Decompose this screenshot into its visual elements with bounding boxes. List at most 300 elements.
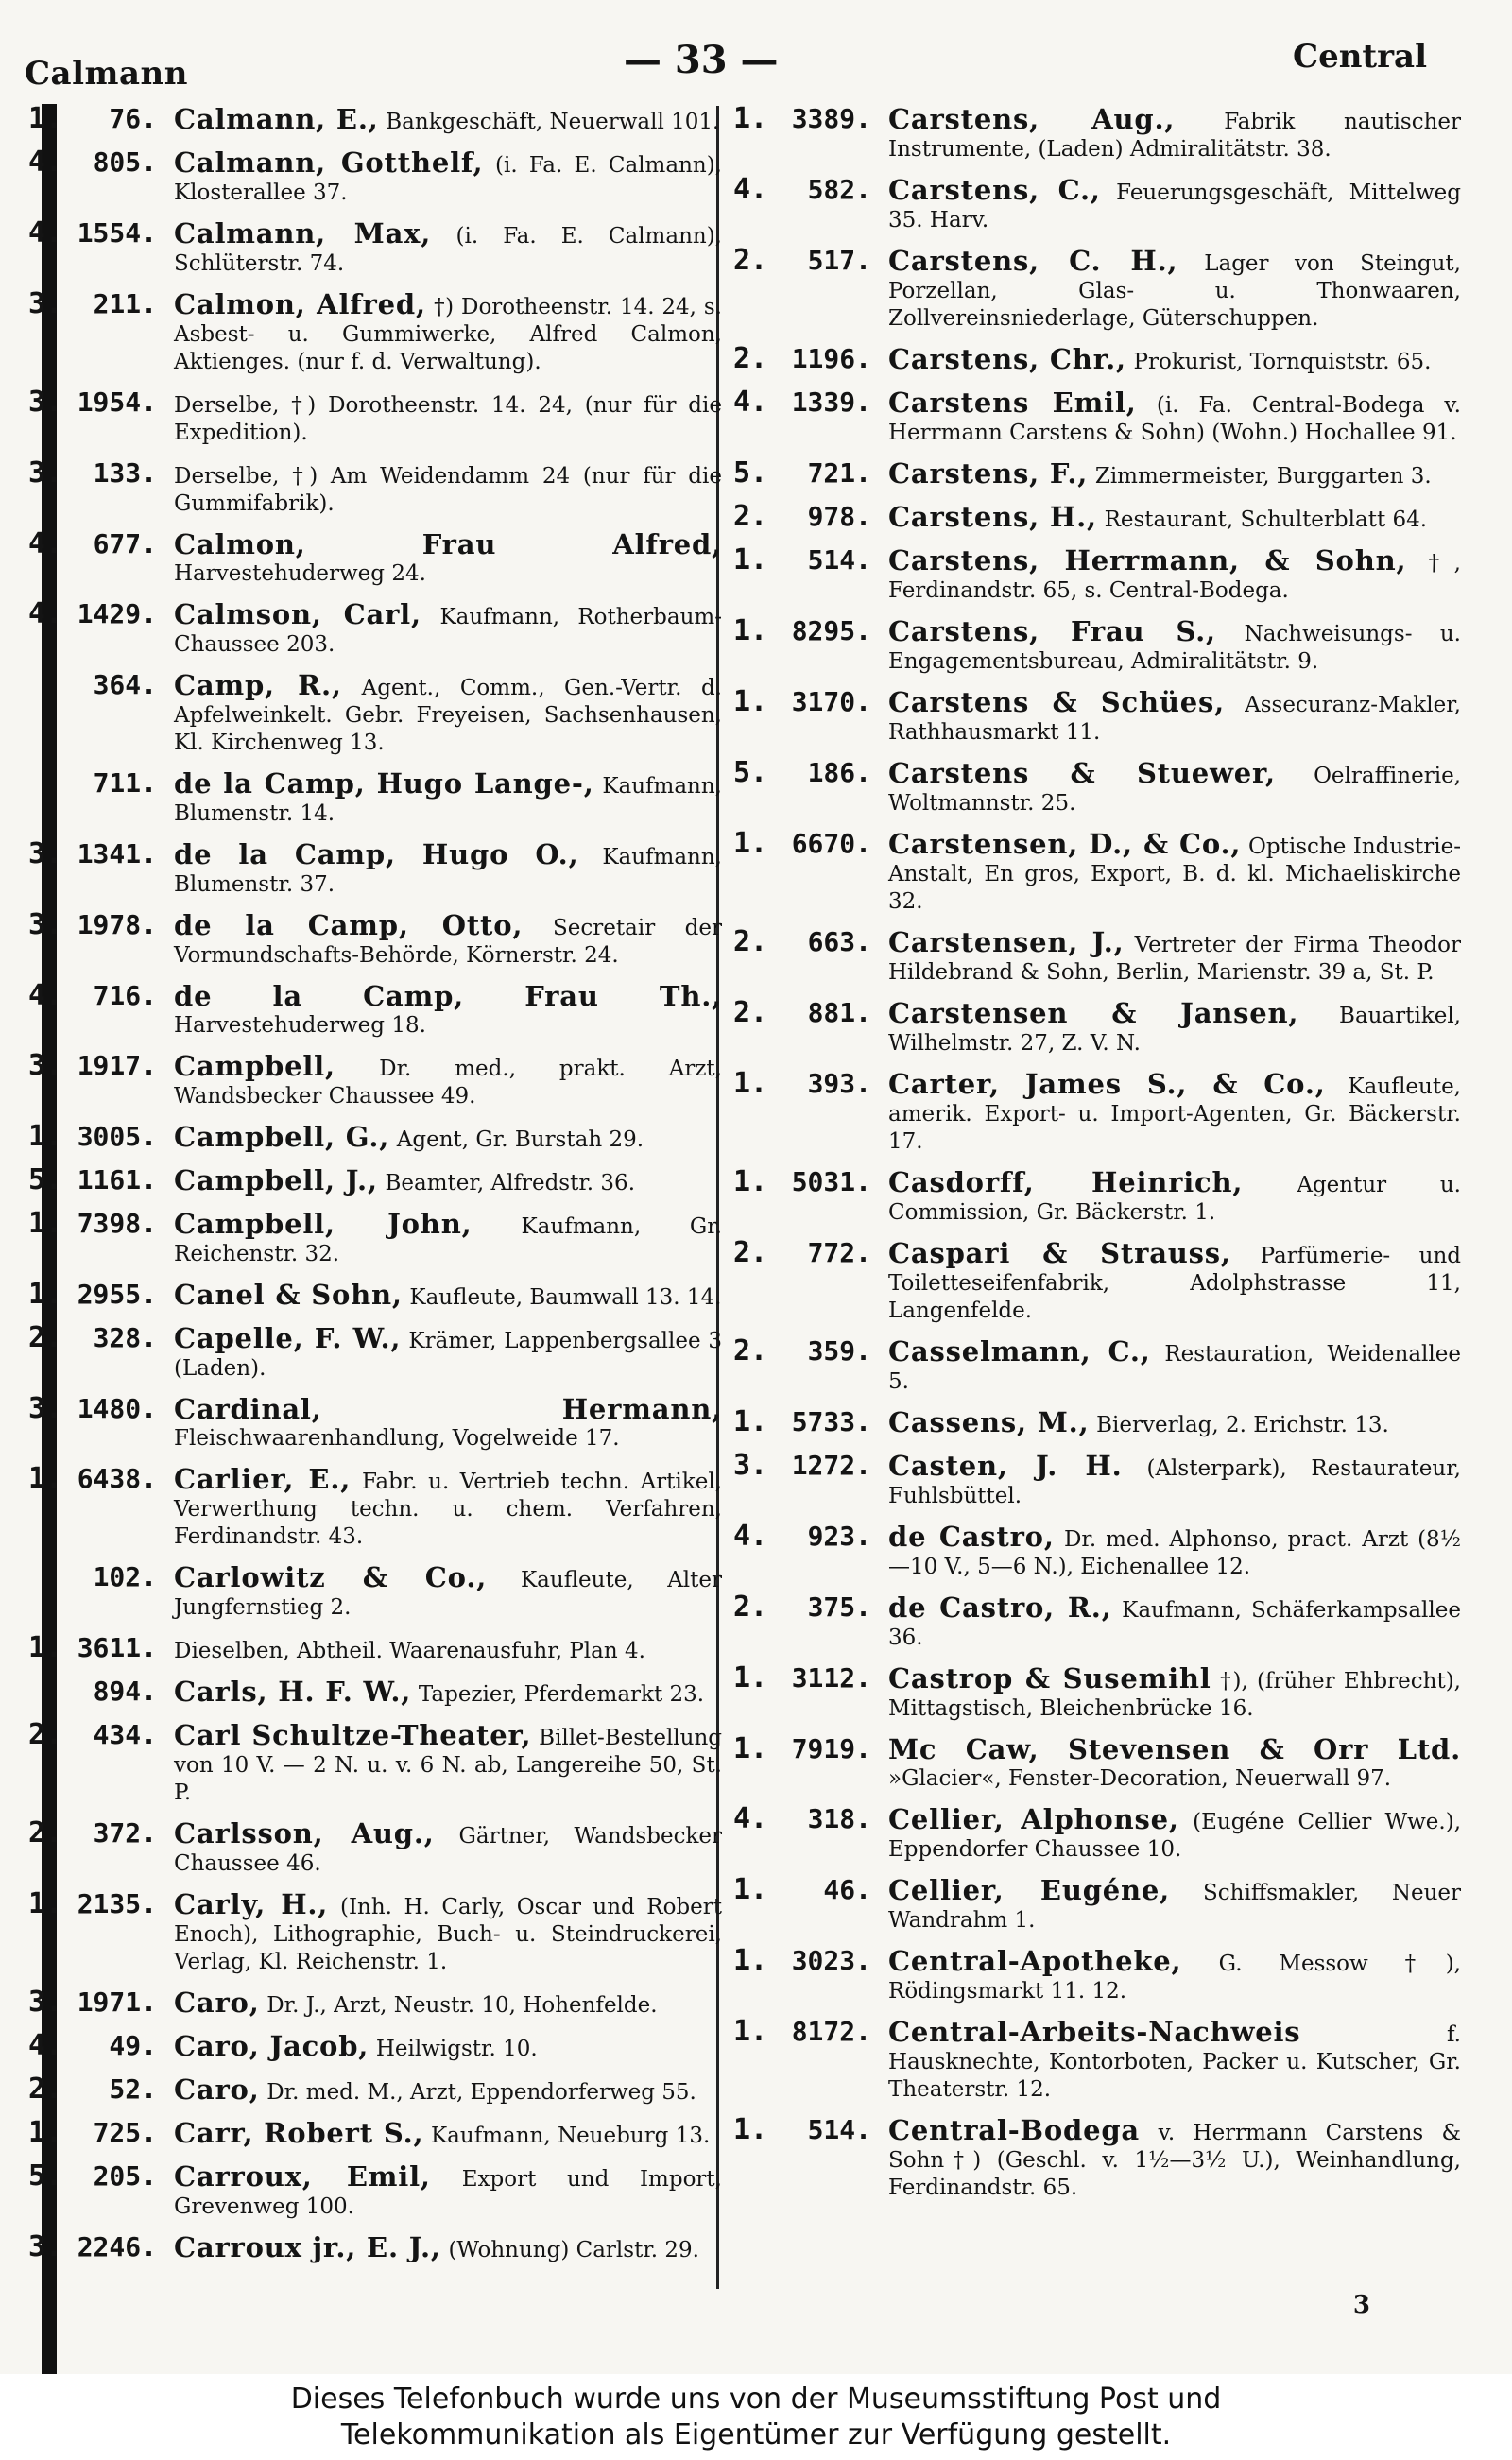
directory-entry: [28, 287, 722, 375]
phone-number: 49.: [109, 2030, 157, 2061]
directory-entry: [28, 2159, 722, 2220]
entry-body: [888, 1662, 1461, 1722]
phone-number: 582.: [807, 174, 871, 205]
subscriber-name: Central-Apotheke,: [888, 1945, 1182, 1977]
subscriber-name: Carlsson, Aug.,: [174, 1817, 435, 1849]
directory-entry: [28, 2073, 722, 2106]
exchange-zone: 5.: [28, 2159, 63, 2193]
phone-number: 716.: [93, 980, 157, 1011]
exchange-zone: 1.: [733, 685, 768, 718]
phone-number: 514.: [807, 2114, 871, 2145]
directory-entry: [733, 996, 1461, 1057]
subscriber-name: Calmann, E.,: [174, 103, 379, 135]
exchange-zone: 1.: [733, 2113, 768, 2146]
subscriber-details: Dr. med. Alphonso, pract. Arzt (8½—10 V., 5—6 N.), Eichenallee 12.: [888, 1527, 1461, 1579]
subscriber-details: Kaufmann, Blumenstr. 37.: [174, 845, 722, 897]
exchange-zone: 2.: [733, 244, 768, 277]
entry-body: [174, 217, 722, 277]
subscriber-name: Carr, Robert S.,: [174, 2117, 424, 2149]
subscriber-name: Carlowitz & Co.,: [174, 1561, 488, 1593]
exchange-zone: 3.: [733, 1449, 768, 1482]
exchange-zone: 2.: [28, 1816, 63, 1849]
directory-entry: [733, 1873, 1461, 1934]
entry-body: [174, 1393, 722, 1452]
directory-entry: [28, 1678, 722, 1708]
directory-entry: [733, 2015, 1461, 2103]
subscriber-details: Harvestehuderweg 24.: [174, 561, 426, 586]
phone-number: 393.: [807, 1068, 871, 1099]
entry-body: [174, 389, 722, 446]
phone-number: 3023.: [791, 1945, 871, 1976]
entry-body: [174, 2073, 722, 2106]
subscriber-name: Carl Schultze-Theater,: [174, 1719, 532, 1751]
exchange-zone: 1.: [733, 827, 768, 860]
exchange-zone: 4.: [28, 597, 63, 630]
directory-entry: [733, 102, 1461, 163]
phone-number: 5733.: [791, 1406, 871, 1437]
directory-entry: [28, 216, 722, 277]
subscriber-name: Casten, J. H.: [888, 1450, 1123, 1482]
phone-number: 923.: [807, 1521, 871, 1552]
directory-entry: [733, 1449, 1461, 1509]
subscriber-name: Carstens, Chr.,: [888, 343, 1126, 375]
subscriber-name: Campbell, John,: [174, 1208, 472, 1240]
exchange-zone: 4.: [28, 146, 63, 179]
subscriber-name: Carstens, Aug.,: [888, 103, 1176, 135]
entry-body: [174, 1463, 722, 1550]
subscriber-name: Carstens, Frau S.,: [888, 615, 1216, 647]
exchange-zone: 1.: [28, 1278, 63, 1311]
directory-entry: [28, 527, 722, 587]
subscriber-name: Carstensen, D., & Co.,: [888, 828, 1242, 860]
directory-entry: [28, 767, 722, 827]
directory-entry: [28, 1321, 722, 1382]
exchange-zone: 3.: [28, 1049, 63, 1082]
phone-number: 359.: [807, 1335, 871, 1367]
subscriber-details: Billet-Bestellung von 10 V. — 2 N. u. v. 6 N. ab, Langereihe 50, St. P.: [174, 1726, 722, 1805]
subscriber-details: Kaufmann, Gr. Reichenstr. 32.: [174, 1214, 722, 1266]
entry-body: [174, 2231, 722, 2263]
directory-entry: [733, 1944, 1461, 2004]
phone-number: 6670.: [791, 828, 871, 859]
subscriber-name: Caro,: [174, 1987, 260, 2019]
phone-number: 1554.: [77, 217, 157, 249]
subscriber-details: †) Dorotheenstr. 14. 24, s. Asbest- u. Gummiwerke, Alfred Calmon, Aktienges. (nur f. d. Verwaltung).: [174, 295, 722, 374]
phone-number: 894.: [93, 1676, 157, 1707]
subscriber-name: de la Camp, Hugo O.,: [174, 838, 579, 870]
entry-body: [888, 997, 1461, 1057]
exchange-zone: 4.: [733, 1520, 768, 1553]
directory-entry: [28, 1049, 722, 1110]
phone-number: 1429.: [77, 598, 157, 629]
entry-body: [174, 669, 722, 756]
subscriber-name: Campbell,: [174, 1050, 335, 1082]
subscriber-name: Campbell, J.,: [174, 1164, 378, 1196]
subscriber-details: (i. Fa. E. Calmann), Schlüterstr. 74.: [174, 224, 722, 276]
subscriber-name: Cellier, Alphonse,: [888, 1803, 1179, 1835]
subscriber-details: (Wohnung) Carlstr. 29.: [448, 2238, 699, 2262]
phone-number: 76.: [109, 103, 157, 134]
exchange-zone: 1.: [28, 2116, 63, 2149]
phone-number: 2955.: [77, 1279, 157, 1310]
subscriber-name: Canel & Sohn,: [174, 1279, 403, 1311]
entry-body: [174, 767, 722, 827]
subscriber-details: Fleischwaarenhandlung, Vogelweide 17.: [174, 1426, 620, 1451]
subscriber-name: Cellier, Eugéne,: [888, 1874, 1171, 1906]
phone-number: 1161.: [77, 1164, 157, 1196]
phone-number: 7398.: [77, 1208, 157, 1239]
subscriber-name: Calmson, Carl,: [174, 598, 421, 630]
subscriber-details: Dr. med., prakt. Arzt, Wandsbecker Chaussee 49.: [174, 1057, 722, 1109]
phone-number: 3611.: [77, 1632, 157, 1663]
subscriber-details: Kaufmann, Neueburg 13.: [431, 2124, 711, 2148]
subscriber-details: Restauration, Weidenallee 5.: [888, 1342, 1461, 1394]
directory-entry: [733, 2113, 1461, 2201]
subscriber-name: de la Camp, Frau Th.,: [174, 980, 722, 1012]
entry-body: [174, 838, 722, 898]
header-left-keyword: Calmann: [25, 55, 188, 93]
directory-entry: [28, 1163, 722, 1196]
exchange-zone: 1.: [733, 102, 768, 135]
phone-number: 211.: [93, 288, 157, 319]
entry-body: [174, 2030, 722, 2062]
exchange-zone: 4.: [733, 1802, 768, 1835]
subscriber-name: Camp, R.,: [174, 669, 342, 701]
directory-entry: [28, 1561, 723, 1621]
exchange-zone: 1.: [28, 102, 63, 135]
subscriber-details: Heilwigstr. 10.: [375, 2037, 538, 2061]
directory-entry: [733, 827, 1461, 915]
directory-entry: [28, 146, 722, 206]
exchange-zone: 1.: [733, 1661, 768, 1694]
exchange-zone: 3.: [28, 1392, 63, 1425]
phone-number: 2246.: [77, 2231, 157, 2262]
subscriber-details: Optische Industrie-Anstalt, En gros, Export, B. d. kl. Michaeliskirche 32.: [888, 834, 1461, 914]
directory-entry: [733, 1165, 1461, 1226]
entry-body: [174, 909, 722, 969]
subscriber-details: Vertreter der Firma Theodor Hildebrand & Sohn, Berlin, Marienstr. 39 a, St. P.: [888, 933, 1461, 985]
phone-number: 46.: [823, 1874, 871, 1905]
entry-body: [888, 174, 1462, 233]
directory-entry: [28, 908, 722, 969]
exchange-zone: 1.: [733, 543, 768, 576]
entry-body: [174, 288, 722, 375]
exchange-zone: 5.: [733, 456, 768, 490]
directory-entry: [733, 244, 1461, 332]
entry-body: [888, 501, 1461, 533]
phone-number: 3170.: [791, 686, 871, 717]
subscriber-details: Oelraffinerie, Woltmannstr. 25.: [888, 764, 1461, 816]
subscriber-details: Prokurist, Tornquiststr. 65.: [1133, 350, 1432, 374]
subscriber-name: de la Camp, Otto,: [174, 909, 524, 941]
phone-number: 3005.: [77, 1121, 157, 1152]
subscriber-name: Calmann, Max,: [174, 217, 432, 249]
exchange-zone: 1.: [733, 2015, 768, 2048]
phone-number: 186.: [807, 757, 871, 788]
exchange-zone: 2.: [733, 1236, 768, 1269]
exchange-zone: 1.: [28, 1462, 63, 1495]
exchange-zone: 4.: [28, 2029, 63, 2062]
phone-number: 6438.: [77, 1463, 157, 1494]
directory-entry: [28, 456, 722, 517]
subscriber-details: Kaufmann, Schäferkampsallee 36.: [888, 1598, 1461, 1650]
subscriber-details: Kaufmann, Rotherbaum-Chaussee 203.: [174, 605, 722, 657]
directory-entry: [733, 1661, 1461, 1722]
phone-number: 978.: [807, 501, 871, 532]
subscriber-details: Bierverlag, 2. Erichstr. 13.: [1096, 1413, 1389, 1437]
directory-entry: [733, 685, 1461, 746]
subscriber-name: de la Camp, Hugo Lange-,: [174, 767, 594, 800]
phone-number: 1341.: [77, 838, 157, 869]
subscriber-name: Calmon, Frau Alfred,: [174, 528, 722, 560]
entry-body: [174, 1635, 722, 1664]
directory-entry: [733, 456, 1461, 490]
directory-entry: [28, 837, 722, 898]
entry-body: [174, 1888, 722, 1975]
entry-body: [888, 828, 1461, 915]
directory-entry: [733, 173, 1462, 233]
subscriber-details: Kaufmann, Blumenstr. 14.: [174, 774, 722, 826]
entry-body: [174, 1322, 722, 1382]
exchange-zone: 1.: [28, 1631, 63, 1664]
phone-number: 318.: [807, 1803, 871, 1834]
subscriber-details: Dr. med. M., Arzt, Eppendorferweg 55.: [266, 2080, 696, 2105]
entry-body: [174, 1208, 722, 1267]
subscriber-name: Carstens & Stuewer,: [888, 757, 1276, 789]
subscriber-details: (Inh. H. Carly, Oscar und Robert Enoch), Lithographie, Buch- u. Steindruckerei, Verlag, Kl. Reichenstr. 1.: [174, 1895, 722, 1974]
directory-entry: [28, 2029, 722, 2062]
left-column: [28, 102, 723, 2278]
directory-entry: [28, 1816, 722, 1877]
exchange-zone: 2.: [733, 925, 768, 958]
subscriber-details: Secretair der Vormundschafts-Behörde, Körnerstr. 24.: [174, 916, 722, 968]
header-right-keyword: Central: [1293, 38, 1427, 76]
directory-entry: [28, 1718, 722, 1806]
footer-line-1: Dieses Telefonbuch wurde uns von der Museumsstiftung Post und: [290, 2383, 1222, 2416]
subscriber-name: Carstens & Schües,: [888, 686, 1226, 718]
directory-entry: [733, 1067, 1461, 1155]
entry-body: [888, 2016, 1461, 2103]
exchange-zone: 1.: [733, 1405, 768, 1438]
directory-entry: [28, 102, 722, 135]
subscriber-name: Carstens, H.,: [888, 501, 1097, 533]
entry-body: [174, 460, 722, 517]
entry-body: [888, 1591, 1461, 1651]
exchange-zone: 2.: [733, 996, 768, 1029]
phone-number: 52.: [109, 2073, 157, 2105]
subscriber-name: Campbell, G.,: [174, 1121, 390, 1153]
directory-entry: [28, 1392, 722, 1452]
entry-body: [174, 1279, 722, 1311]
exchange-zone: 2.: [28, 1718, 63, 1751]
subscriber-name: Cardinal, Hermann,: [174, 1393, 722, 1425]
subscriber-name: Carter, James S., & Co.,: [888, 1068, 1326, 1100]
subscriber-details: Kaufleute, Baumwall 13. 14.: [409, 1285, 722, 1310]
entry-body: [888, 1803, 1461, 1863]
subscriber-name: Carroux jr., E. J.,: [174, 2231, 441, 2263]
phone-number: 434.: [93, 1719, 157, 1750]
exchange-zone: 1.: [733, 614, 768, 647]
subscriber-name: Carstens Emil,: [888, 387, 1137, 419]
directory-entry: [733, 1236, 1461, 1324]
subscriber-details: Assecuranz-Makler, Rathhausmarkt 11.: [888, 693, 1461, 745]
entry-body: [174, 980, 722, 1039]
subscriber-name: Castrop & Susemihl: [888, 1662, 1211, 1694]
subscriber-details: †, Ferdinandstr. 65, s. Central-Bodega.: [888, 551, 1461, 603]
phone-number: 1196.: [791, 343, 871, 374]
exchange-zone: 1.: [28, 1887, 63, 1920]
phone-number: 514.: [807, 544, 871, 576]
subscriber-name: Casdorff, Heinrich,: [888, 1166, 1244, 1198]
subscriber-details: Feuerungsgeschäft, Mittelweg 35. Harv.: [888, 181, 1462, 232]
subscriber-details: (i. Fa. E. Calmann), Klosterallee 37.: [174, 153, 722, 205]
directory-entry: [733, 756, 1461, 817]
directory-entry: [28, 597, 722, 658]
directory-entry: [28, 1120, 722, 1153]
subscriber-name: Carstensen & Jansen,: [888, 997, 1299, 1029]
subscriber-details: Bauartikel, Wilhelmstr. 27, Z. V. N.: [888, 1004, 1461, 1056]
directory-entry: [733, 1591, 1461, 1651]
exchange-zone: 1.: [733, 1732, 768, 1765]
entry-body: [888, 1874, 1461, 1934]
subscriber-name: de Castro, R.,: [888, 1591, 1112, 1624]
entry-body: [888, 103, 1461, 163]
subscriber-details: Parfümerie- und Toiletteseifenfabrik, Adolphstrasse 11, Langenfelde.: [888, 1244, 1461, 1323]
phone-number: 372.: [93, 1817, 157, 1849]
entry-body: [888, 1945, 1461, 2004]
phone-number: 772.: [807, 1237, 871, 1268]
exchange-zone: 1.: [733, 1944, 768, 1977]
phone-number: 881.: [807, 997, 871, 1028]
entry-body: [174, 1817, 722, 1877]
phone-number: 1971.: [77, 1987, 157, 2018]
subscriber-name: Casselmann, C.,: [888, 1335, 1151, 1368]
subscriber-details: Derselbe, †) Am Weidendamm 24 (nur für die Gummifabrik).: [174, 464, 722, 516]
entry-body: [174, 1050, 722, 1110]
directory-entry: [28, 1986, 722, 2019]
subscriber-details: G. Messow †), Rödingsmarkt 11. 12.: [888, 1952, 1461, 2004]
directory-entry: [733, 1334, 1461, 1395]
directory-entry: [28, 669, 722, 756]
subscriber-details: Kaufleute, amerik. Export- u. Import-Agenten, Gr. Bäckerstr. 17.: [888, 1075, 1461, 1154]
entry-body: [888, 1406, 1461, 1438]
phone-number: 805.: [93, 146, 157, 178]
phone-number: 1339.: [791, 387, 871, 418]
subscriber-details: Zimmermeister, Burggarten 3.: [1094, 464, 1432, 489]
directory-entry: [28, 1631, 722, 1664]
subscriber-details: Tapezier, Pferdemarkt 23.: [418, 1682, 705, 1707]
phone-number: 1272.: [791, 1450, 871, 1481]
subscriber-name: Calmon, Alfred,: [174, 288, 426, 320]
exchange-zone: 3.: [28, 1986, 63, 2019]
subscriber-details: Krämer, Lappenbergsallee 3 (Laden).: [174, 1329, 722, 1381]
subscriber-details: Fabrik nautischer Instrumente, (Laden) Admiralitätstr. 38.: [888, 110, 1461, 162]
subscriber-details: Derselbe, †) Dorotheenstr. 14. 24, (nur für die Expedition).: [174, 393, 722, 445]
subscriber-details: »Glacier«, Fenster-Decoration, Neuerwall 97.: [888, 1766, 1392, 1791]
subscriber-details: Agentur u. Commission, Gr. Bäckerstr. 1.: [888, 1173, 1461, 1225]
subscriber-name: Central-Bodega: [888, 2114, 1140, 2146]
entry-body: [888, 1237, 1461, 1324]
directory-entry: [733, 500, 1461, 533]
subscriber-details: Gärtner, Wandsbecker Chaussee 46.: [174, 1824, 722, 1876]
entry-body: [888, 2114, 1461, 2201]
subscriber-details: Beamter, Alfredstr. 36.: [385, 1171, 635, 1196]
subscriber-details: (Eugéne Cellier Wwe.), Eppendorfer Chaussee 10.: [888, 1810, 1461, 1862]
entry-body: [888, 457, 1461, 490]
entry-body: [174, 146, 722, 206]
phone-number: 1917.: [77, 1050, 157, 1081]
entry-body: [174, 1121, 722, 1153]
phone-number: 1480.: [77, 1393, 157, 1424]
directory-entry: [28, 2116, 722, 2149]
entry-body: [888, 757, 1461, 817]
directory-entry: [28, 1887, 722, 1975]
phone-number: 364.: [93, 669, 157, 700]
exchange-zone: 3.: [28, 2230, 63, 2263]
phone-number: 7919.: [791, 1733, 871, 1764]
phone-number: 725.: [93, 2117, 157, 2148]
exchange-zone: 3.: [28, 908, 63, 941]
entry-body: [888, 544, 1461, 604]
exchange-zone: 5.: [28, 1163, 63, 1196]
directory-entry: [733, 543, 1461, 604]
subscriber-name: Carstensen, J.,: [888, 926, 1125, 958]
subscriber-details: (Alsterpark), Restaurateur, Fuhlsbüttel.: [888, 1456, 1461, 1508]
phone-number: 517.: [807, 245, 871, 276]
subscriber-details: Nachweisungs- u. Engagementsbureau, Admiralitätstr. 9.: [888, 622, 1461, 674]
subscriber-details: Dr. J., Arzt, Neustr. 10, Hohenfelde.: [266, 1993, 658, 2018]
phone-number: 375.: [807, 1591, 871, 1623]
exchange-zone: 1.: [28, 1207, 63, 1240]
phone-number: 8295.: [791, 615, 871, 646]
exchange-zone: 4.: [733, 173, 768, 206]
subscriber-details: Harvestehuderweg 18.: [174, 1013, 426, 1038]
entry-body: [888, 1523, 1461, 1580]
subscriber-details: v. Herrmann Carstens & Sohn†) (Geschl. v. 1½—3½ U.), Weinhandlung, Ferdinandstr. 65.: [888, 2121, 1461, 2200]
entry-body: [888, 1733, 1461, 1792]
exchange-zone: 2.: [733, 1334, 768, 1368]
directory-entry: [28, 2230, 722, 2263]
subscriber-details: Lager von Steingut, Porzellan, Glas- u. Thonwaaren, Zollvereinsniederlage, Güterschuppen.: [888, 251, 1461, 331]
exchange-zone: 4.: [28, 216, 63, 249]
exchange-zone: 3.: [28, 386, 63, 419]
entry-body: [888, 389, 1461, 446]
entry-body: [888, 686, 1461, 746]
directory-entry: [733, 614, 1461, 675]
phone-number: 3112.: [791, 1662, 871, 1694]
exchange-zone: 4.: [733, 386, 768, 419]
subscriber-details: Export und Import, Grevenweg 100.: [174, 2167, 722, 2219]
subscriber-name: Carlier, E.,: [174, 1463, 352, 1495]
exchange-zone: 4.: [28, 527, 63, 560]
subscriber-details: Agent, Gr. Burstah 29.: [396, 1127, 644, 1152]
subscriber-details: (i. Fa. Central-Bodega v. Herrmann Carstens & Sohn) (Wohn.) Hochallee 91.: [888, 393, 1461, 445]
directory-entry: [733, 1405, 1461, 1438]
subscriber-name: Carstens, F.,: [888, 457, 1089, 490]
directory-entry: [733, 386, 1461, 446]
footer-line-2: Telekommunikation als Eigentümer zur Verfügung gestellt.: [340, 2418, 1172, 2451]
exchange-zone: 2.: [28, 2073, 63, 2106]
phone-number: 721.: [807, 457, 871, 489]
subscriber-details: f. Hausknechte, Kontorboten, Packer u. Kutscher, Gr. Theaterstr. 12.: [888, 2022, 1461, 2102]
subscriber-details: Restaurant, Schulterblatt 64.: [1104, 507, 1428, 532]
page-signature-marker: 3: [1352, 2291, 1370, 2319]
phone-number: 5031.: [791, 1166, 871, 1197]
phone-number: 711.: [93, 767, 157, 799]
subscriber-details: †), (früher Ehbrecht), Mittagstisch, Bleichenbrücke 16.: [888, 1669, 1461, 1721]
subscriber-name: Mc Caw, Stevensen & Orr Ltd.: [888, 1733, 1461, 1765]
exchange-zone: 1.: [28, 1120, 63, 1153]
